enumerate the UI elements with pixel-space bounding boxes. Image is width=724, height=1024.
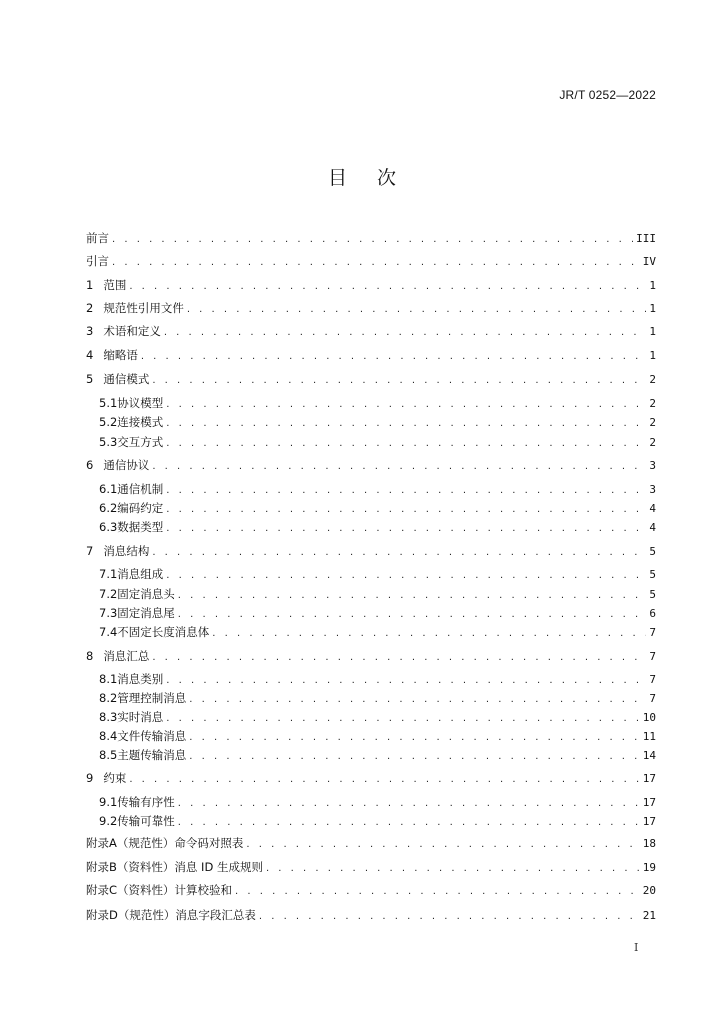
toc-entry-number: 4 [86,348,94,362]
toc-entry[interactable] [99,708,656,726]
toc-entry-number: 9.2 [99,814,118,828]
page-title: 目次 [327,167,426,189]
dot-leader [178,587,647,605]
toc-entry-page: III [636,232,656,245]
toc-entry-label: 通信机制 [117,482,164,496]
toc-entry-label: 数据类型 [117,520,164,534]
toc-entry-page: 2 [649,397,656,410]
toc-entry-number: 7.3 [99,606,118,620]
dot-leader [166,567,646,585]
toc-entry[interactable] [99,727,656,745]
toc-entry-label: 计算校验和 [174,883,233,897]
toc-entry-page: 17 [642,815,656,828]
toc-entry-label: 消息 ID 生成规则 [174,860,263,874]
toc-entry[interactable] [86,346,656,364]
dot-leader [166,396,646,414]
toc-entry-label: 消息类别 [117,672,164,686]
toc-entry-label: 约束 [103,771,127,785]
dot-leader [178,814,640,832]
toc-entry-page: 3 [649,459,656,472]
toc-entry-page: 2 [649,436,656,449]
toc-entry[interactable] [86,322,656,340]
toc-entry[interactable] [86,299,656,317]
toc-entry[interactable] [86,858,656,876]
toc-entry-page: 18 [642,837,656,850]
toc-entry[interactable] [99,689,656,707]
toc-entry-page: 1 [649,349,656,362]
toc-entry-number: 8.2 [99,691,118,705]
toc-entry-number: 1 [86,278,94,292]
toc-entry-number: 8 [86,649,94,663]
toc-entry-label: 交互方式 [117,435,164,449]
dot-leader [246,836,639,854]
toc-entry-number: 7.1 [99,567,118,581]
toc-entry-number: 附录D（规范性） [86,908,176,922]
dot-leader [178,606,647,624]
toc-entry-page: 1 [649,302,656,315]
toc-entry[interactable] [99,433,656,451]
toc-entry-label: 传输可靠性 [117,814,175,828]
toc-entry-page: 7 [649,650,656,663]
toc-entry-page: 4 [649,521,656,534]
toc-entry-page: 3 [649,483,656,496]
dot-leader [266,860,640,878]
toc-entry[interactable] [86,647,656,665]
toc-entry-label: 通信模式 [103,372,150,386]
toc-entry[interactable] [99,394,656,412]
toc-entry[interactable] [86,456,656,474]
toc-entry-number: 5 [86,372,94,386]
toc-entry-label: 通信协议 [103,458,150,472]
toc-entry-page: 11 [642,730,656,743]
toc-entry-number: 6.1 [99,482,118,496]
toc-entry-number: 8.5 [99,748,118,762]
toc-entry-number: 5.2 [99,415,118,429]
dot-leader [235,883,640,901]
toc-entry-number: 7.4 [99,625,118,639]
toc-entry-label: 缩略语 [103,348,138,362]
toc-entry[interactable] [99,565,656,583]
toc-entry-page: 21 [642,909,656,922]
dot-leader [166,520,646,538]
toc-entry-number: 8.3 [99,710,118,724]
dot-leader [152,544,646,562]
toc-entry[interactable] [99,499,656,517]
toc-entry[interactable] [86,881,656,899]
toc-entry-number: 8.4 [99,729,118,743]
toc-entry-number: 7.2 [99,587,118,601]
toc-entry-number: 9.1 [99,795,118,809]
toc-entry-page: 17 [642,772,656,785]
dot-leader [187,301,647,319]
toc-entry-label: 固定消息头 [117,587,175,601]
toc-entry-label: 术语和定义 [103,324,161,338]
dot-leader [112,254,640,272]
toc-entry-page: 7 [649,626,656,639]
dot-leader [166,710,639,728]
toc-entry-label: 不固定长度消息体 [117,625,210,639]
toc-entry-page: 2 [649,373,656,386]
dot-leader [178,795,640,813]
toc-entry-page: 19 [642,861,656,874]
toc-entry[interactable] [99,480,656,498]
standard-code: JR/T 0252—2022 [559,88,656,102]
dot-leader [189,748,639,766]
toc-entry-label: 主题传输消息 [117,748,187,762]
toc-entry-label: 规范性引用文件 [103,301,184,315]
toc-entry-label: 连接模式 [117,415,164,429]
dot-leader [141,348,647,366]
dot-leader [152,372,646,390]
toc-entry-number: 6.3 [99,520,118,534]
toc-entry[interactable] [99,812,656,830]
toc-entry-page: 1 [649,325,656,338]
toc-entry-label: 传输有序性 [117,795,175,809]
toc-entry-label: 实时消息 [117,710,164,724]
toc-entry[interactable] [86,834,656,852]
toc-entry-page: 7 [649,692,656,705]
toc-entry-label: 固定消息尾 [117,606,175,620]
dot-leader [166,482,646,500]
dot-leader [166,672,646,690]
toc-entry-label: 命令码对照表 [174,836,244,850]
dot-leader [166,435,646,453]
dot-leader [152,649,646,667]
toc-entry-number: 8.1 [99,672,118,686]
toc-entry-label: 消息字段汇总表 [175,908,256,922]
toc-entry[interactable] [86,906,656,924]
toc-entry-number: 7 [86,544,94,558]
toc-entry[interactable] [99,604,656,622]
toc-entry-number: 附录C（资料性） [86,883,175,897]
toc-entry[interactable] [99,413,656,431]
toc-entry-label: 消息组成 [117,567,164,581]
dot-leader [164,324,647,342]
toc-entry-label: 前言 [86,231,109,245]
dot-leader [152,458,646,476]
toc-entry-label: 范围 [103,278,127,292]
toc-entry-page: 17 [642,796,656,809]
toc-entry[interactable] [86,276,656,294]
toc-entry-label: 协议模型 [117,396,164,410]
toc-entry[interactable] [99,623,656,641]
toc-entry[interactable] [86,370,656,388]
toc-entry-label: 管理控制消息 [117,691,187,705]
toc-entry-page: IV [642,255,656,268]
toc-entry-number: 6.2 [99,501,118,515]
toc-entry[interactable] [99,746,656,764]
dot-leader [129,771,639,789]
toc-entry[interactable] [86,769,656,787]
toc-entry-number: 附录B（资料性） [86,860,175,874]
dot-leader [189,729,639,747]
toc-entry-page: 5 [649,588,656,601]
toc-entry-number: 2 [86,301,94,315]
dot-leader [166,415,646,433]
toc-entry-page: 1 [649,279,656,292]
toc-entry-label: 引言 [86,254,109,268]
toc-entry-number: 5.1 [99,396,118,410]
toc-entry-label: 编码约定 [117,501,164,515]
toc-entry-page: 7 [649,673,656,686]
dot-leader [166,501,646,519]
toc-entry-number: 6 [86,458,94,472]
toc-entry-page: 2 [649,416,656,429]
toc-entry[interactable] [99,793,656,811]
toc-entry-page: 4 [649,502,656,515]
toc-entry[interactable] [99,518,656,536]
page-number: I [634,941,639,954]
toc-entry-number: 5.3 [99,435,118,449]
toc-entry[interactable] [99,670,656,688]
toc-entry[interactable] [99,585,656,603]
toc-entry-number: 附录A（规范性） [86,836,175,850]
toc-entry-page: 14 [642,749,656,762]
toc-entry-page: 20 [642,884,656,897]
toc-entry-label: 消息汇总 [103,649,150,663]
dot-leader [189,691,646,709]
dot-leader [112,231,633,249]
dot-leader [212,625,646,643]
dot-leader [129,278,646,296]
toc-entry-label: 文件传输消息 [117,729,187,743]
toc-entry-number: 3 [86,324,94,338]
dot-leader [259,908,640,926]
toc-entry-page: 5 [649,545,656,558]
toc-entry[interactable] [86,542,656,560]
toc-entry[interactable] [86,252,656,270]
toc-entry-page: 5 [649,568,656,581]
toc-entry-page: 6 [649,607,656,620]
toc-entry-page: 10 [642,711,656,724]
toc-entry-number: 9 [86,771,94,785]
toc-entry-label: 消息结构 [103,544,150,558]
toc-entry[interactable] [86,229,656,247]
